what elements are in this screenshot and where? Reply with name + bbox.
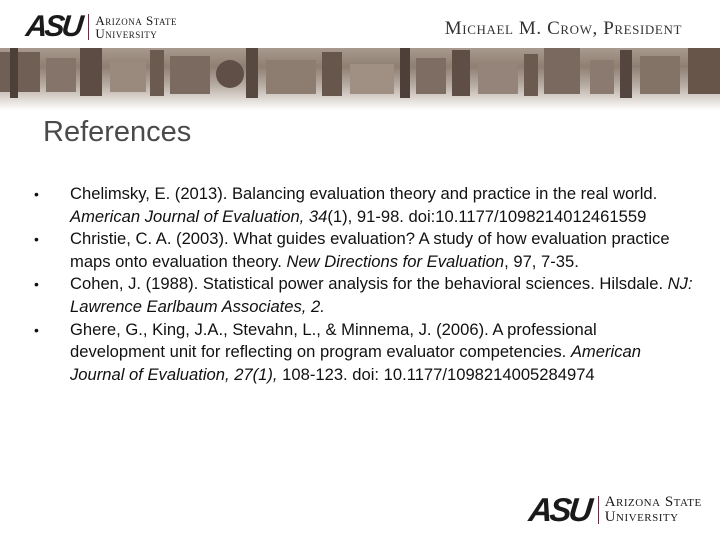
reference-details: 108-123. doi: 10.1177/1098214005284974 <box>277 364 595 384</box>
footer-logo-divider <box>598 496 599 524</box>
reference-item <box>34 273 694 318</box>
footer-university-line-2: University <box>604 509 679 525</box>
header-bar <box>0 0 720 48</box>
reference-item <box>34 183 694 228</box>
footer-university-line-1: Arizona State <box>604 494 702 510</box>
reference-item <box>34 319 694 387</box>
footer-asu-logo <box>529 493 702 527</box>
reference-details: , 97, 7-35. <box>504 251 579 271</box>
reference-source: American Journal of Evaluation, 27(1), <box>70 342 641 384</box>
reference-text: Chelimsky, E. (2013). Balancing evaluation theory and practice in the real world. <box>70 184 658 203</box>
university-line-1: Arizona State <box>95 13 177 28</box>
reference-text: Cohen, J. (1988). Statistical power analysis for the behavioral sciences. Hilsdale. <box>70 274 668 294</box>
university-name <box>95 14 177 40</box>
logo-divider <box>88 14 89 40</box>
reference-item <box>34 228 694 273</box>
reference-text: Ghere, G., King, J.A., Stevahn, L., & Minnema, J. (2006). A professional development unit for reflecting on program evaluator competencies. <box>70 319 597 362</box>
president-name: Michael M. Crow, President <box>444 18 682 39</box>
campus-photo-banner <box>0 48 720 110</box>
asu-logo-mark: ASU <box>24 10 83 43</box>
reference-text: Christie, C. A. (2003). What guides evaluation? A study of how evaluation practice maps onto evaluation theory. <box>70 229 670 271</box>
slide-title: References <box>43 116 192 148</box>
reference-source: NJ: Lawrence Earlbaum Associates, 2. <box>70 274 693 316</box>
asu-logo <box>26 12 177 42</box>
campus-architecture-image <box>0 48 720 110</box>
footer-logo-mark: ASU <box>527 491 592 528</box>
reference-details: (1), 91-98. doi:10.1177/1098214012461559 <box>327 206 647 226</box>
university-line-2: University <box>95 26 158 41</box>
reference-list <box>34 183 694 386</box>
footer-university-name <box>605 495 702 525</box>
reference-source: American Journal of Evaluation, 34 <box>70 206 328 226</box>
reference-source: New Directions for Evaluation <box>286 251 505 271</box>
